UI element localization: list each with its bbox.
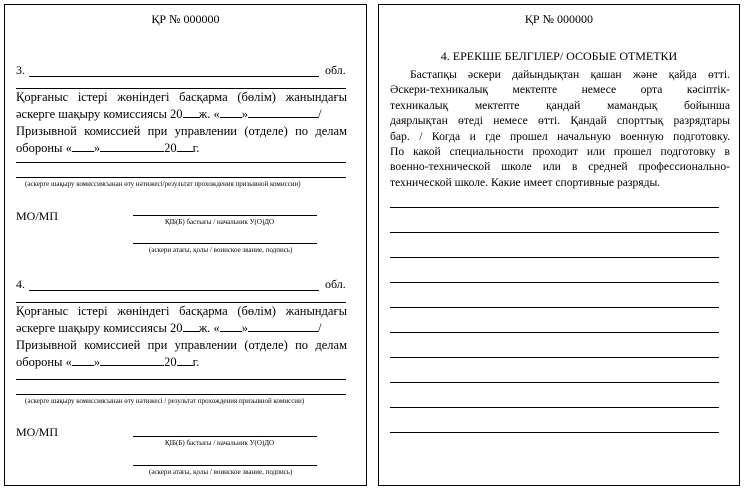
entry-number: 4.: [16, 277, 25, 291]
ru-date-line: обороны « » 20 г.: [16, 141, 200, 155]
page-header: ҚР № 000000: [524, 12, 594, 26]
note-text-line: даярлықтан өтеді немесе өтті. Қандай спорттық разрядтары: [390, 114, 730, 127]
left-page: [4, 4, 367, 486]
year-field[interactable]: [177, 140, 193, 152]
stamp-label: МО/МП: [16, 209, 59, 223]
year-field[interactable]: [177, 354, 193, 366]
right-page: [378, 4, 740, 486]
day-field[interactable]: [220, 320, 242, 332]
result-line[interactable]: [16, 177, 346, 178]
ru-text-line: Призывной комиссией при управлении (отделе) по делам: [16, 124, 347, 138]
year-field[interactable]: [183, 320, 199, 332]
region-field[interactable]: [29, 76, 319, 77]
entry-line[interactable]: [390, 332, 719, 333]
month-field[interactable]: [248, 106, 318, 118]
page-header: ҚР № 000000: [151, 12, 220, 26]
ru-date-line: обороны « » 20 г.: [16, 355, 200, 369]
month-field[interactable]: [248, 320, 318, 332]
result-line[interactable]: [16, 162, 346, 163]
entry-line[interactable]: [390, 282, 719, 283]
head-caption: ҚІБ(Б) бастығы / начальник У(О)ДО: [165, 218, 275, 226]
month-field[interactable]: [100, 140, 164, 152]
entry-line[interactable]: [390, 407, 719, 408]
signature-line[interactable]: [133, 243, 317, 244]
day-field[interactable]: [72, 354, 94, 366]
note-text-line: техникалық мектепте қандай мамандық бойынша: [390, 99, 730, 112]
month-field[interactable]: [100, 354, 164, 366]
entry-number: 3.: [16, 63, 25, 77]
head-caption: ҚІБ(Б) бастығы / начальник У(О)ДО: [165, 439, 275, 447]
note-text-line: технической школе. Какие имеет спортивные разряды.: [390, 176, 661, 189]
entry-line[interactable]: [390, 357, 719, 358]
region-field[interactable]: [29, 290, 319, 291]
note-text-line: Әскери-техникалық мектепте немесе орта кәсіптік-: [390, 83, 730, 96]
signature-line[interactable]: [133, 465, 317, 466]
entry-line[interactable]: [390, 382, 719, 383]
sign-caption: (әскери атағы, қолы / воинское звание, подпись): [149, 246, 293, 254]
result-line[interactable]: [16, 379, 346, 380]
note-text-line: бар. / Когда и где прошел начальную военную подготовку.: [390, 130, 730, 143]
note-text-line: Бастапқы әскери дайындықтан қашан және қайда өтті.: [410, 68, 730, 81]
entry-line[interactable]: [390, 232, 719, 233]
signature-line[interactable]: [133, 436, 317, 437]
entry-line[interactable]: [390, 207, 719, 208]
note-text-line: военно-технической школе или в средней профессионально-: [390, 160, 730, 173]
year-field[interactable]: [183, 106, 199, 118]
signature-line[interactable]: [133, 215, 317, 216]
kz-text-line: Қорғаныс істері жөніндегі басқарма (бөлім) жанындағы: [16, 90, 347, 104]
entry-line[interactable]: [390, 257, 719, 258]
result-caption: (әскерге шақыру комиссиясынан өту нәтижесі/результат прохождения призывной комиссии): [25, 180, 301, 188]
region-label: обл.: [325, 277, 346, 291]
stamp-label: МО/МП: [16, 425, 59, 439]
day-field[interactable]: [220, 106, 242, 118]
kz-date-line: әскерге шақыру комиссиясы 20 ж. « » /: [16, 107, 322, 121]
day-field[interactable]: [72, 140, 94, 152]
entry-line[interactable]: [390, 307, 719, 308]
ru-text-line: Призывной комиссией при управлении (отделе) по делам: [16, 338, 347, 352]
result-line[interactable]: [16, 394, 346, 395]
note-text-line: По какой специальности проходит или прошел подготовку в: [390, 145, 730, 158]
sign-caption: (әскери атағы, қолы / воинское звание, подпись): [149, 468, 293, 476]
region-label: обл.: [325, 63, 346, 77]
kz-date-line: әскерге шақыру комиссиясы 20 ж. « » /: [16, 321, 322, 335]
entry-line[interactable]: [390, 432, 719, 433]
result-caption: (әскерге шақыру комиссиясынан өту нәтижесі / результат прохождения призывной комиссии): [25, 397, 305, 405]
section-title: 4. ЕРЕКШЕ БЕЛГІЛЕР/ ОСОБЫЕ ОТМЕТКИ: [440, 49, 678, 63]
kz-text-line: Қорғаныс істері жөніндегі басқарма (бөлім) жанындағы: [16, 304, 347, 318]
